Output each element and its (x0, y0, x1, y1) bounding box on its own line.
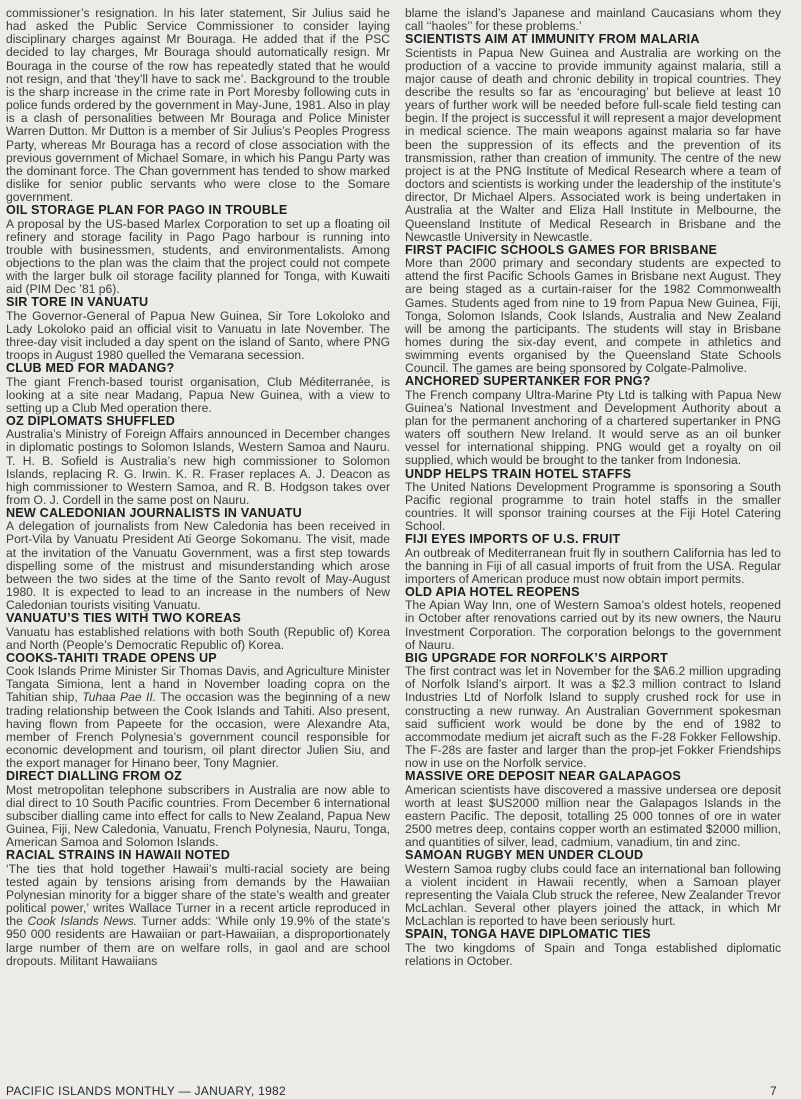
article-spain-tonga (405, 928, 781, 968)
article-body: An outbreak of Mediterranean fruit fly in southern California has led to the banning in Fiji of all casual imports of fruit from the USA. Regular importers of American produce must now obtain import permits. (405, 545, 781, 586)
article-heading: VANUATU’S TIES WITH TWO KOREAS (6, 611, 242, 626)
article-body: The Apian Way Inn, one of Western Samoa’s oldest hotels, reopened in October after renovations carried out by its new owners, the Nauru Investment Corporation. The corporation belongs to the government of Nauru. (405, 598, 781, 652)
publication-name: Cook Islands News. (27, 914, 138, 929)
article-body: The giant French-based tourist organisation, Club Méditerranée, is looking at a site near Madang, Papua New Guinea, with a view to setting up a Club Med operation there. (6, 374, 390, 415)
article-heading: OZ DIPLOMATS SHUFFLED (6, 413, 176, 428)
article-continuation: blame the island’s Japanese and mainland Caucasians whom they call ‘‘haoles’’ for these problems.’ (405, 6, 781, 34)
article-heading: SAMOAN RUGBY MEN UNDER CLOUD (405, 848, 644, 863)
article-heading: DIRECT DIALLING FROM OZ (6, 769, 182, 784)
article-body: Western Samoa rugby clubs could face an international ban following a violent incident in Hawaii recently, when a Samoan player representing the Vaiala Club struck the referee, New Zealander Trevor McLachlan. Several other players joined the attack, in which Mr McLachlan is reported to have been seriously hurt. (405, 861, 781, 929)
article-continuation: commissioner’s resignation. In his later statement, Sir Julius said he had asked the Public Service Commissioner to consider laying disciplinary charges against Mr Bouraga. He added that if the PSC decided to lay charges, Mr Bouraga should automatically resign. Mr Bouraga in the course of the row has repeatedly stated that he would not resign, and that ‘they’ll have to sack me’. Background to the trouble is the sharp increase in the crime rate in Port Moresby following cuts in police funds ordered by the government in May-June, 1981. Also in play is a clash of personalities between Mr Bouraga and Police Minister Warren Dutton. Mr Dutton is a member of Sir Julius’s Peoples Progress Party, whereas Mr Bouraga has a record of close association with the previous government of Michael Somare, in which his Pangu Party was the dominant force. The Chan government has tended to show marked dislike for senior public servants who were close to the Somare government. (6, 6, 390, 205)
article-malaria (405, 33, 781, 244)
article-body: A delegation of journalists from New Caledonia has been received in Port-Vila by Vanuatu President Ati George Sokomanu. The visit, made at the invitation of the Vanuatu Government, was a first step towards dispelling some of the mistrust and misunderstanding which arose between the two sides at the time of the Santo revolt of May-August 1980. It is expected to lead to an increase in the numbers of New Caledonian tourists visiting Vanuatu. (6, 519, 390, 613)
article-heading: SIR TORE IN VANUATU (6, 295, 149, 310)
body-segment: ‘The ties that hold together Hawaii’s multi-racial society are being tested again by tensions arising from demands by the Hawaiian Polynesian minority for a bigger share of the state’s wealth and greater political power,’ writes Wallace Turner in a recent article reproduced in the (6, 861, 390, 929)
article-body: A proposal by the US-based Marlex Corporation to set up a floating oil refinery and storage facility in Pago Pago harbour is running into trouble with businessmen, students, and environmentalists. Among objections to the plan was the claim that the project could not compete with the larger bulk oil storage facility planned for Tonga, with Kuwaiti aid (PIM Dec ’81 p6). (6, 216, 390, 297)
article-club-med (6, 362, 390, 415)
article-heading: OIL STORAGE PLAN FOR PAGO IN TROUBLE (6, 203, 288, 218)
footer-publication: PACIFIC ISLANDS MONTHLY — JANUARY, 1982 (6, 1084, 287, 1098)
article-body (6, 665, 390, 770)
article-fiji-fruit (405, 533, 781, 586)
article-body: The Governor-General of Papua New Guinea, Sir Tore Lokoloko and Lady Lokoloko paid an official visit to Vanuatu in late November. The three-day visit included a day spent on the island of Santo, where PNG troops in August 1980 quelled the Vemarana secession. (6, 308, 390, 363)
article-heading: FIRST PACIFIC SCHOOLS GAMES FOR BRISBANE (405, 242, 718, 257)
article-oil-storage (6, 204, 390, 296)
article-two-koreas (6, 612, 390, 652)
article-new-caledonian-journalists (6, 507, 390, 612)
article-body: Most metropolitan telephone subscribers in Australia are now able to dial direct to 10 South Pacific countries. From December 6 international subsciber dialling came into effect for calls to New Zealand, Papua New Guinea, Fiji, New Caledonia, Vanuatu, French Polynesia, Nauru, Tonga, American Samoa and Solomon Islands. (6, 782, 390, 850)
right-column (405, 7, 781, 968)
article-heading: MASSIVE ORE DEPOSIT NEAR GALAPAGOS (405, 769, 681, 784)
article-heading: CLUB MED FOR MADANG? (6, 361, 175, 376)
body-segment: The occasion was the beginning of a new trading relationship between the Cook Islands and Tahiti. Also present, having flown from Papeete for the occasion, were Alexandre Ata, member of French Polynesia’s government council responsible for economic development and tourism, oil plant director Julien Siu, and the export manager for Hinano beer, Tony Magnier. (6, 690, 390, 771)
article-body (6, 863, 390, 968)
article-body: Australia’s Ministry of Foreign Affairs announced in December changes in diplomatic postings to Solomon Islands, Western Samoa and Nauru. T. H. B. Sofield is Australia’s new high commissioner to Solomon Islands, replacing R. G. Irwin. K. R. Fraser replaces A. J. Deacon as high commissioner to Western Samoa, and R. B. Hodgson takes over from O. J. Cordell in the same post on Nauru. (6, 427, 390, 507)
article-direct-dialling (6, 770, 390, 849)
article-heading: SCIENTISTS AIM AT IMMUNITY FROM MALARIA (405, 32, 700, 47)
body-segment: Turner adds: ‘While only 19.9% of the state’s 950 000 residents are Hawaiian or part-Hawaiian, a disproportionately large number of them are on welfare rolls, in gaol and are school dropouts. Militant Hawaiians (6, 914, 390, 968)
article-racial-strains (6, 849, 390, 967)
article-heading: OLD APIA HOTEL REOPENS (405, 585, 580, 600)
body-segment: Cook Islands Prime Minister Sir Thomas Davis, and Agriculture Minister Tangata Simiona, lent a hand in November loading copra on the Tahitian ship, (6, 664, 390, 705)
article-sir-tore (6, 296, 390, 362)
article-body: The first contract was let in November for the $A6.2 million upgrading of Norfolk Island’s airport. It was a $2.3 million contract to Island Industries Ltd of Norfolk Island to supply crushed rock for use in constructing a new runway. An Australian Government spokesman said sufficient work would be done by the end of 1982 to accommodate medium jet aicraft such as the F-28 Fokker Fellowship. The F-28s are faster and larger than the prop-jet Fokker Friendships now in use on the Norfolk service. (405, 664, 781, 771)
article-oz-diplomats (6, 415, 390, 507)
article-supertanker (405, 375, 781, 467)
article-heading: SPAIN, TONGA HAVE DIPLOMATIC TIES (405, 927, 651, 942)
article-body: The French company Ultra-Marine Pty Ltd is talking with Papua New Guinea’s National Investment and Development Authority about a plan for the permanent anchoring of a chartered supertanker in PNG waters off southern New Ireland. It would serve as an oil bunker vessel for international shipping. PNG would get a royalty on oil supplied, which would be brought to the tanker from Indonesia. (405, 387, 781, 468)
article-norfolk-airport (405, 652, 781, 770)
article-body: The two kingdoms of Spain and Tonga established diplomatic relations in October. (405, 940, 781, 968)
article-body: The United Nations Development Programme is sponsoring a South Pacific regional programme to train hotel staffs in the smaller countries. It will sponsor training courses at the Fiji Hotel Catering School. (405, 479, 781, 534)
article-galapagos-ore (405, 770, 781, 849)
article-heading: RACIAL STRAINS IN HAWAII NOTED (6, 848, 231, 863)
article-body: Vanuatu has established relations with both South (Republic of) Korea and North (People’s Democratic Republic of) Korea. (6, 624, 390, 652)
article-heading: COOKS-TAHITI TRADE OPENS UP (6, 650, 217, 665)
article-samoan-rugby (405, 849, 781, 928)
article-heading: UNDP HELPS TRAIN HOTEL STAFFS (405, 466, 632, 481)
article-body: Scientists in Papua New Guinea and Australia are working on the production of a vaccine to provide immunity against malaria, still a major cause of death and chronic debility in tropical countries. They describe the results so far as ‘encouraging’ but believe at least 10 years of further work will be needed before full-scale field testing can begin. If the project is successful it will represent a major development in medical science. The main weapons against malaria so far have been the suppression of its effects and the prevention of its transmission, rather than creation of immunity. The centre of the new project is at the PNG Institute of Medical Research where a team of doctors and scientists is working under the leadership of the institute’s director, Dr Michael Alpers. Associated work is being undertaken in Australia at the Walter and Eliza Hall Institute in Melbourne, the Queensland Institute of Medical Research in Brisbane and the Newcastle University in Newcastle. (405, 45, 781, 244)
ship-name: Tuhaa Pae II. (82, 690, 157, 705)
left-column (6, 7, 390, 968)
article-apia-hotel (405, 586, 781, 652)
article-heading: NEW CALEDONIAN JOURNALISTS IN VANUATU (6, 506, 302, 521)
article-heading: BIG UPGRADE FOR NORFOLK’S AIRPORT (405, 650, 668, 665)
article-body: American scientists have discovered a massive undersea ore deposit worth at least $US2000 million near the Galapagos Islands in the eastern Pacific. The deposit, totalling 25 000 tonnes of ore in water 2500 metres deep, contains copper worth an estimated $2000 million, and quantities of silver, lead, cadmium, vanadium, tin and zinc. (405, 782, 781, 850)
article-undp (405, 468, 781, 534)
article-schools-games (405, 244, 781, 376)
article-heading: FIJI EYES IMPORTS OF U.S. FRUIT (405, 532, 621, 547)
article-body: More than 2000 primary and secondary students are expected to attend the first Pacific Schools Games in Brisbane next August. They are being staged as a curtain-raiser for the 1982 Commonwealth Games. Students aged from nine to 19 from Papua New Guinea, Fiji, Tonga, Solomon Islands, Cook Islands, Australia and New Zealand will be among the participants. The students will stay in Brisbane homes during the six-day event, and compete in athletics and swimming events organised by the Queensland State Schools Council. The games are being sponsored by Colgate-Palmolive. (405, 256, 781, 376)
article-heading: ANCHORED SUPERTANKER FOR PNG? (405, 374, 651, 389)
page-number: 7 (770, 1084, 777, 1098)
article-cooks-tahiti (6, 652, 390, 770)
